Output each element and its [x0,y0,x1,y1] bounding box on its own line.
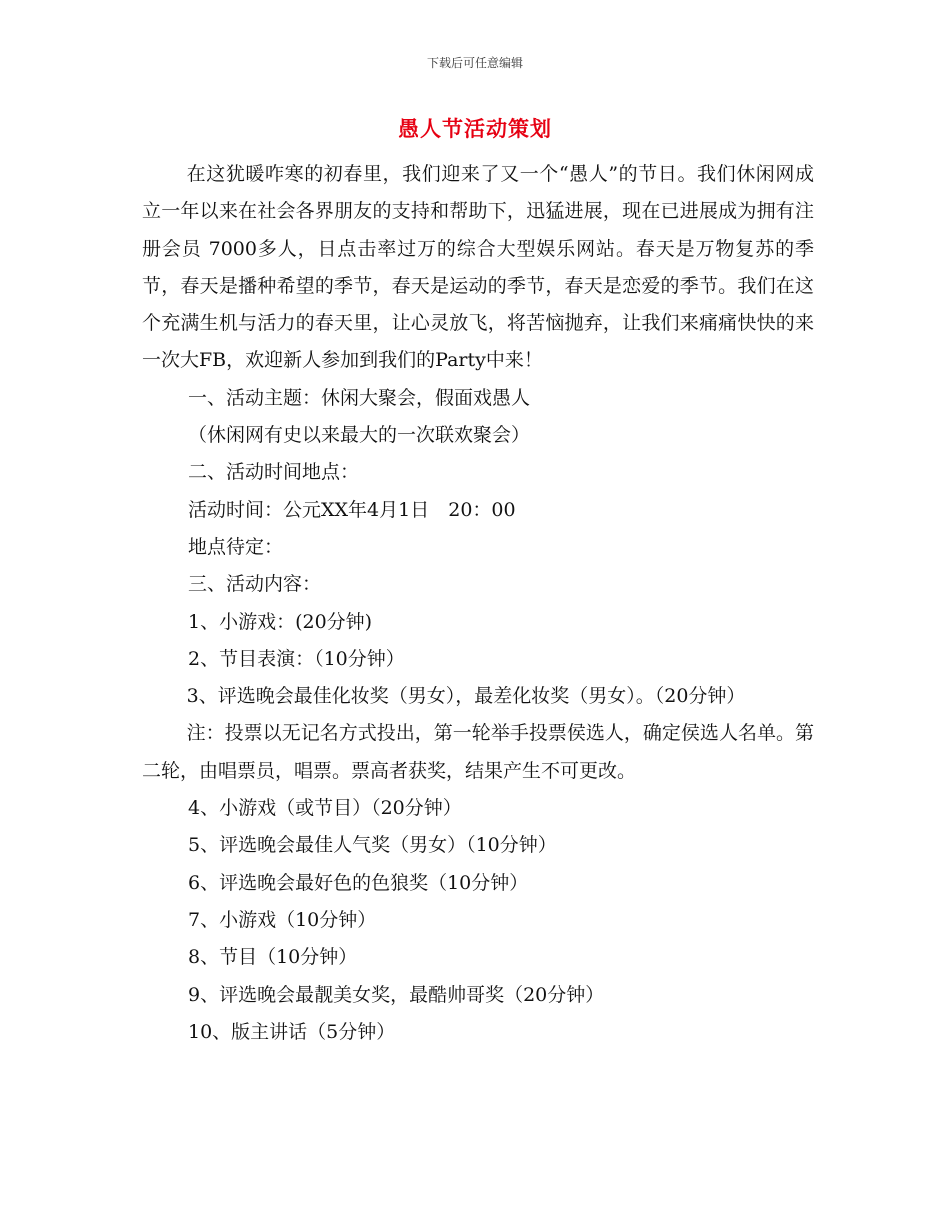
section2-heading: 二、活动时间地点： [188,461,360,484]
voting-note: 注：投票以无记名方式投出，第一轮举手投票侯选人，确定侯选人名单。第二轮，由唱票员，唱票。票高者获奖，结果产生不可更改。 [142,722,814,782]
list-item: 5、评选晚会最佳人气奖（男女）（10分钟） [188,834,557,857]
list-item-wrapping: 3、评选晚会最佳化妆奖（男女），最差化妆奖（男女）。（20分钟） [186,685,746,708]
document-title: 愚人节活动策划 [398,117,552,141]
list-item: 8、节目（10分钟） [188,946,358,969]
page-header: 下载后可任意编辑 [426,56,523,70]
list-item: 4、小游戏（或节目）（20分钟） [188,797,462,820]
list-item: 1、小游戏：(20分钟) [188,610,373,633]
list-item: 7、小游戏（10分钟） [188,908,377,931]
event-time: 活动时间：公元XX年4月1日 20：00 [188,498,516,521]
section1-heading: 一、活动主题：休闲大聚会，假面戏愚人 [188,386,531,409]
event-place: 地点待定： [188,535,284,558]
document-body [142,156,814,1051]
list-item: 9、评选晚会最靓美女奖，最酷帅哥奖（20分钟） [188,983,605,1006]
intro-paragraph: 在这犹暖咋寒的初春里，我们迎来了又一个“愚人”的节日。我们休闲网成立一年以来在社会各界朋友的支持和帮助下，迅猛进展，现在已进展成为拥有注册会员 7000多人，日点击率过万的综合大型娱乐网站。春天是万物复苏的季节，春天是播种希望的季节，春天是运动的季节，春天是恋爱的季节。我们在这个充满生机与活力的春天里，让心灵放飞，将苦恼抛弃，让我们来痛痛快快的来一次大FB，欢迎新人参加到我们的Party中来！ [142,163,814,372]
section1-subtitle: （休闲网有史以来最大的一次联欢聚会） [188,424,531,447]
list-item: 10、版主讲话（5分钟） [188,1020,396,1043]
list-item: 6、评选晚会最好色的色狼奖（10分钟） [188,871,529,894]
list-item: 2、节目表演：（10分钟） [188,647,405,670]
section3-heading: 三、活动内容： [188,573,322,596]
